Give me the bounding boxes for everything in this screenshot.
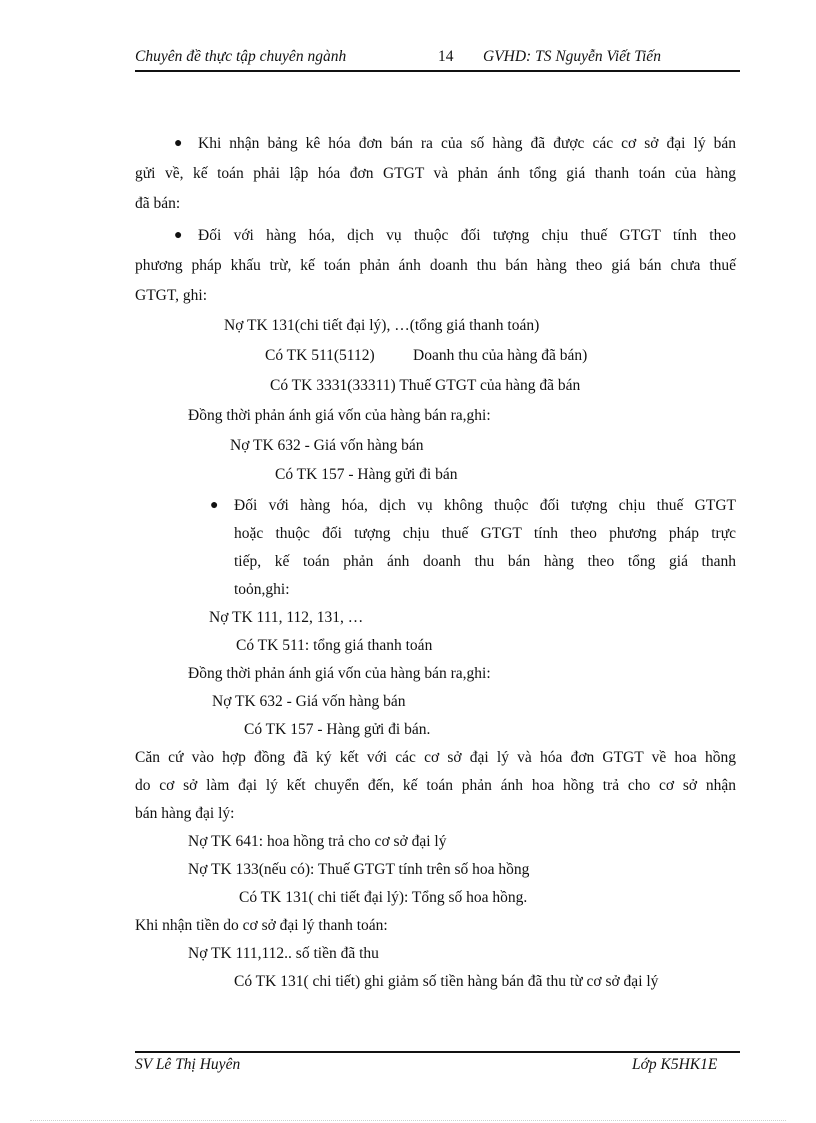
- entry-5-debit-vat: Nợ TK 133(nếu có): Thuế GTGT tính trên số hoa hồng: [188, 861, 530, 878]
- bullet-1-line-3: đã bán:: [135, 195, 181, 212]
- bullet-3-line-2: hoặc thuộc đối tượng chịu thuế GTGT tính theo phương pháp trực: [234, 525, 736, 542]
- entry-5-debit-commission: Nợ TK 641: hoa hồng trả cho cơ sở đại lý: [188, 833, 447, 850]
- cogs-intro-1: Đồng thời phản ánh giá vốn của hàng bán ra,ghi:: [188, 407, 491, 424]
- bullet-3-line-3: tiếp, kế toán phản ánh doanh thu bán hàng theo tổng giá thanh: [234, 553, 736, 570]
- bullet-icon: ●: [210, 498, 219, 513]
- entry-6-debit: Nợ TK 111,112.. số tiền đã thu: [188, 945, 379, 962]
- page-header: [135, 48, 740, 70]
- paragraph-line-1: Căn cứ vào hợp đồng đã ký kết với các cơ sở đại lý và hóa đơn GTGT về hoa hồng: [135, 749, 736, 766]
- bullet-2-line-2: phương pháp khấu trừ, kế toán phản ánh doanh thu bán hàng theo giá bán chưa thuế: [135, 257, 736, 274]
- entry-3-debit: Nợ TK 111, 112, 131, …: [209, 609, 364, 626]
- bullet-icon: ●: [174, 228, 183, 243]
- entry-4-credit: Có TK 157 - Hàng gửi đi bán.: [244, 721, 431, 738]
- page-number: 14: [438, 48, 454, 65]
- entry-1-credit-description: Doanh thu của hàng đã bán): [413, 347, 588, 364]
- header-rule: [135, 70, 740, 72]
- bullet-3-line-1: Đối với hàng hóa, dịch vụ không thuộc đối tượng chịu thuế GTGT: [234, 497, 736, 514]
- entry-2-debit: Nợ TK 632 - Giá vốn hàng bán: [230, 437, 424, 454]
- page-bottom-divider: [30, 1120, 786, 1121]
- paragraph-line-2: do cơ sở làm đại lý kết chuyển đến, kế toán phản ánh hoa hồng trả cho cơ sở nhận: [135, 777, 736, 794]
- entry-1-debit: Nợ TK 131(chi tiết đại lý), …(tổng giá thanh toán): [224, 317, 540, 334]
- paragraph-line-3: bán hàng đại lý:: [135, 805, 235, 822]
- entry-1-credit-account: Có TK 511(5112): [265, 347, 375, 364]
- footer-student: SV Lê Thị Huyên: [135, 1056, 241, 1073]
- entry-1-credit-vat: Có TK 3331(33311) Thuế GTGT của hàng đã bán: [270, 377, 581, 394]
- bullet-2-line-3: GTGT, ghi:: [135, 287, 208, 304]
- collection-intro: Khi nhận tiền do cơ sở đại lý thanh toán:: [135, 917, 388, 934]
- footer-rule: [135, 1051, 740, 1053]
- cogs-intro-2: Đồng thời phản ánh giá vốn của hàng bán ra,ghi:: [188, 665, 491, 682]
- footer-class: Lớp K5HK1E: [632, 1056, 718, 1073]
- bullet-3-line-4: toỏn,ghi:: [234, 581, 290, 598]
- bullet-2-line-1: Đối với hàng hóa, dịch vụ thuộc đối tượng chịu thuế GTGT tính theo: [198, 227, 736, 244]
- bullet-1-line-1: Khi nhận bảng kê hóa đơn bán ra của số hàng đã được các cơ sở đại lý bán: [198, 135, 736, 152]
- entry-6-credit: Có TK 131( chi tiết) ghi giảm số tiền hàng bán đã thu từ cơ sở đại lý: [234, 973, 659, 990]
- bullet-1-line-2: gửi về, kế toán phải lập hóa đơn GTGT và phản ánh tổng giá thanh toán của hàng: [135, 165, 736, 182]
- entry-5-credit: Có TK 131( chi tiết đại lý): Tổng số hoa hồng.: [239, 889, 528, 906]
- bullet-icon: ●: [174, 136, 183, 151]
- header-advisor: GVHD: TS Nguyễn Viết Tiến: [483, 48, 661, 65]
- header-title: Chuyên đề thực tập chuyên ngành: [135, 48, 347, 65]
- entry-2-credit: Có TK 157 - Hàng gửi đi bán: [275, 466, 458, 483]
- entry-3-credit: Có TK 511: tổng giá thanh toán: [236, 637, 433, 654]
- entry-4-debit: Nợ TK 632 - Giá vốn hàng bán: [212, 693, 406, 710]
